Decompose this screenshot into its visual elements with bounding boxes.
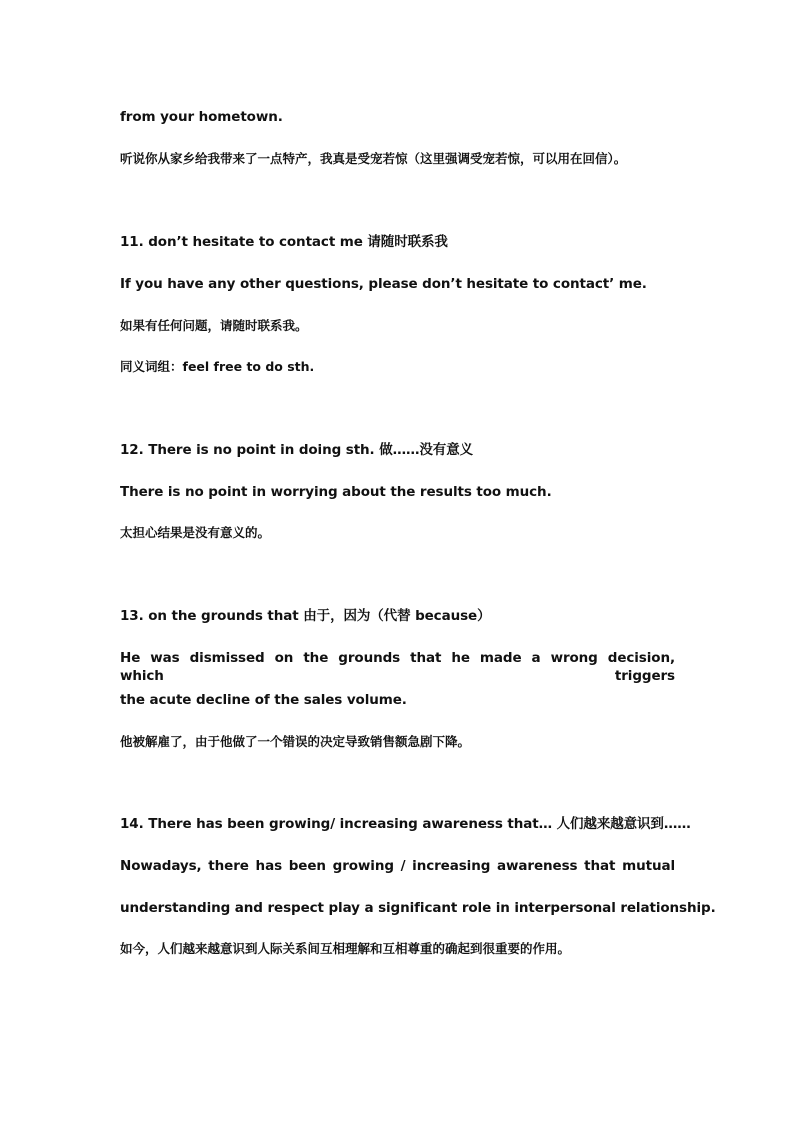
text-line-hometown: from your hometown. <box>120 109 283 125</box>
phrase-heading-13: 13. on the grounds that 由于，因为（代替 because） <box>120 608 491 624</box>
chinese-translation-12: 太担心结果是没有意义的。 <box>120 525 271 540</box>
example-sentence-12: There is no point in worrying about the results too much. <box>120 484 552 500</box>
phrase-heading-12: 12. There is no point in doing sth. 做……没有意义 <box>120 442 473 458</box>
phrase-heading-11: 11. don’t hesitate to contact me 请随时联系我 <box>120 234 448 250</box>
phrase-heading-14: 14. There has been growing/ increasing awareness that… 人们越来越意识到…… <box>120 816 691 832</box>
chinese-translation-line: 听说你从家乡给我带来了一点特产，我真是受宠若惊（这里强调受宠若惊，可以用在回信）。 <box>120 151 627 166</box>
example-sentence-13-part2: the acute decline of the sales volume. <box>120 692 407 708</box>
example-sentence-14-part2: understanding and respect play a significant role in interpersonal relationship. <box>120 900 716 916</box>
example-sentence-14-part1: Nowadays, there has been growing / increasing awareness that mutual <box>120 858 675 874</box>
chinese-translation-11: 如果有任何问题，请随时联系我。 <box>120 318 308 333</box>
example-sentence-13-part1: He was dismissed on the grounds that he made a wrong decision, which triggers <box>120 650 675 684</box>
synonym-phrase-11: 同义词组：feel free to do sth. <box>120 359 315 374</box>
chinese-translation-13: 他被解雇了，由于他做了一个错误的决定导致销售额急剧下降。 <box>120 734 471 749</box>
chinese-translation-14: 如今，人们越来越意识到人际关系间互相理解和互相尊重的确起到很重要的作用。 <box>120 941 571 956</box>
example-sentence-11: If you have any other questions, please don’t hesitate to contact’ me. <box>120 276 647 292</box>
